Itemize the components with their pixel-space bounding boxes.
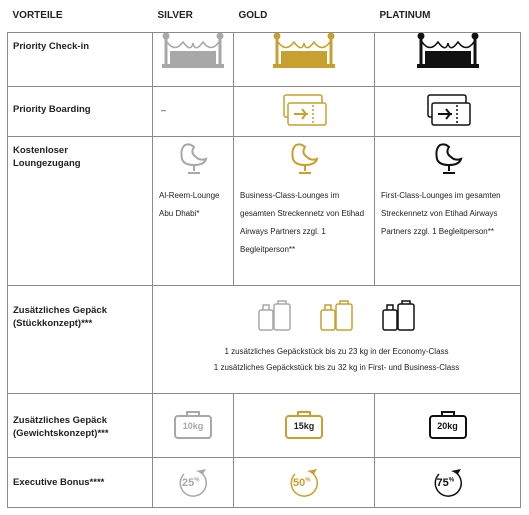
row-bonus — [8, 457, 521, 507]
boarding-pass-icon — [424, 93, 472, 129]
bonus-plane-icon — [431, 466, 465, 500]
suitcase-weight-icon — [174, 410, 212, 440]
row-label: Priority Check-in — [8, 32, 153, 86]
row-baggage-piece — [8, 285, 521, 393]
luggage-icon — [257, 300, 293, 332]
row-label: (Stückkonzept)*** — [13, 317, 93, 329]
boarding-pass-icon — [280, 93, 328, 129]
header-vorteile: VORTEILE — [8, 4, 153, 32]
priority-checkin-icon — [417, 33, 479, 69]
lounge-silver-text: Al-Reem-Lounge Abu Dhabi* — [159, 190, 220, 218]
priority-checkin-icon — [273, 33, 335, 69]
weight-silver: 10kg — [182, 420, 204, 431]
row-baggage-weight — [8, 393, 521, 457]
row-checkin — [8, 32, 521, 86]
weight-platinum: 20kg — [437, 420, 458, 431]
lounge-chair-icon — [176, 141, 210, 175]
bonus-platinum: 75 — [436, 476, 449, 489]
row-lounge — [8, 136, 521, 285]
baggage-piece-line2: 1 zusätzliches Gepäckstück bis zu 32 kg in First- und Business-Class — [213, 362, 460, 372]
row-boarding — [8, 86, 521, 136]
lounge-chair-icon — [287, 141, 321, 175]
lounge-chair-icon — [431, 141, 465, 175]
row-label: Zusätzliches Gepäck — [13, 304, 107, 316]
header-gold: GOLD — [234, 4, 375, 32]
luggage-icon — [319, 300, 355, 332]
header-row — [8, 4, 521, 32]
bonus-percent: % — [194, 476, 200, 483]
bonus-gold: 50 — [293, 476, 306, 489]
lounge-platinum-text: First-Class-Lounges im gesamten Streckennetz von Etihad Airways Partners zzgl. 1 Begleitperson** — [381, 190, 501, 236]
row-label: Executive Bonus**** — [8, 457, 153, 507]
silver-value: – — [153, 86, 234, 136]
header-platinum: PLATINUM — [375, 4, 521, 32]
benefits-table — [7, 4, 521, 508]
bonus-plane-icon — [287, 466, 321, 500]
row-label: Kostenloser — [13, 144, 68, 156]
bonus-percent: % — [305, 476, 311, 483]
luggage-icon — [381, 300, 417, 332]
suitcase-weight-icon — [285, 410, 323, 440]
suitcase-weight-icon — [429, 410, 467, 440]
lounge-gold-text: Business-Class-Lounges im gesamten Streckennetz von Etihad Airways Partners zzgl. 1 Begleitperson** — [240, 190, 365, 254]
row-label: (Gewichtskonzept)*** — [13, 427, 109, 439]
priority-checkin-icon — [162, 33, 224, 69]
row-label: Zusätzliches Gepäck — [13, 414, 107, 426]
weight-gold: 15kg — [293, 420, 315, 431]
bonus-silver: 25 — [182, 476, 195, 489]
bonus-percent: % — [448, 476, 455, 483]
row-label: Loungezugang — [13, 157, 81, 169]
baggage-piece-line1: 1 zusätzliches Gepäckstück bis zu 23 kg in der Economy-Class — [224, 346, 449, 356]
bonus-plane-icon — [176, 466, 210, 500]
row-label: Priority Boarding — [8, 86, 153, 136]
header-silver: SILVER — [153, 4, 234, 32]
